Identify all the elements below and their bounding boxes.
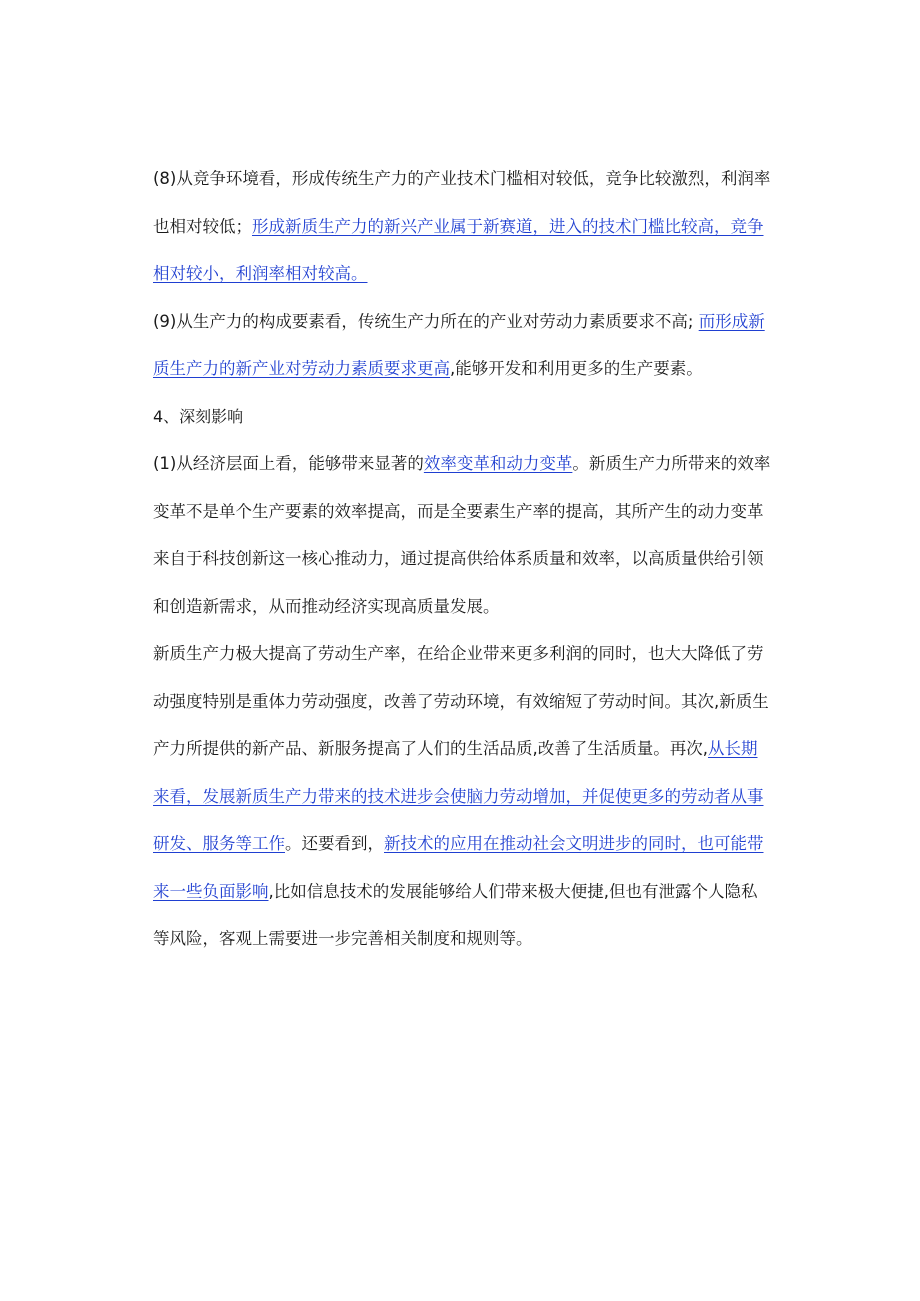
paragraph-2-link-2[interactable]: 新技术的应用在推动社会文明进步的同时，也可能带来一些负面影响	[153, 834, 764, 901]
paragraph-2	[153, 630, 771, 963]
paragraph-9-text-end: ,能够开发和利用更多的生产要素。	[450, 359, 703, 378]
paragraph-8-link[interactable]: 形成新质生产力的新兴产业属于新赛道，进入的技术门槛比较高，竞争相对较小，利润率相对较高。	[153, 216, 764, 283]
paragraph-1	[153, 440, 771, 630]
paragraph-9-text: (9)从生产力的构成要素看，传统生产力所在的产业对劳动力素质要求不高;	[153, 311, 699, 331]
paragraph-8	[153, 155, 771, 298]
paragraph-9-link[interactable]: 而形成新质生产力的新产业对劳动力素质要求更高	[153, 311, 765, 378]
paragraph-1-link[interactable]: 效率变革和动力变革	[423, 454, 573, 473]
paragraph-9	[153, 298, 771, 393]
paragraph-2-text: 新质生产力极大提高了劳动生产率，在给企业带来更多利润的同时，也大大降低了劳动强度特别是重体力劳动强度，改善了劳动环境，有效缩短了劳动时间。其次,新质生产力所提供的新产品、新服务提高了人们的生活品质,改善了生活质量。再次,	[153, 644, 769, 758]
paragraph-2-link-1[interactable]: 从长期来看，发展新质生产力带来的技术进步会使脑力劳动增加，并促使更多的劳动者从事研发、服务等工作	[153, 739, 764, 853]
document-page	[153, 155, 771, 963]
paragraph-1-text: (1)从经济层面上看，能够带来显著的	[153, 454, 424, 473]
paragraph-1-text-end: 。新质生产力所带来的效率变革不是单个生产要素的效率提高，而是全要素生产率的提高，其所产生的动力变革来自于科技创新这一核心推动力，通过提高供给体系质量和效率，以高质量供给引领和创造新需求，从而推动经济实现高质量发展。	[153, 454, 771, 616]
paragraph-8-text: (8)从竞争环境看，形成传统生产力的产业技术门槛相对较低，竞争比较激烈，利润率也相对较低；	[153, 169, 771, 236]
paragraph-2-text-end: ,比如信息技术的发展能够给人们带来极大便捷,但也有泄露个人隐私等风险，客观上需要进一步完善相关制度和规则等。	[153, 881, 758, 948]
section-heading-4: 4、深刻影响	[153, 406, 244, 426]
paragraph-2-text-mid: 。还要看到，	[285, 834, 384, 853]
